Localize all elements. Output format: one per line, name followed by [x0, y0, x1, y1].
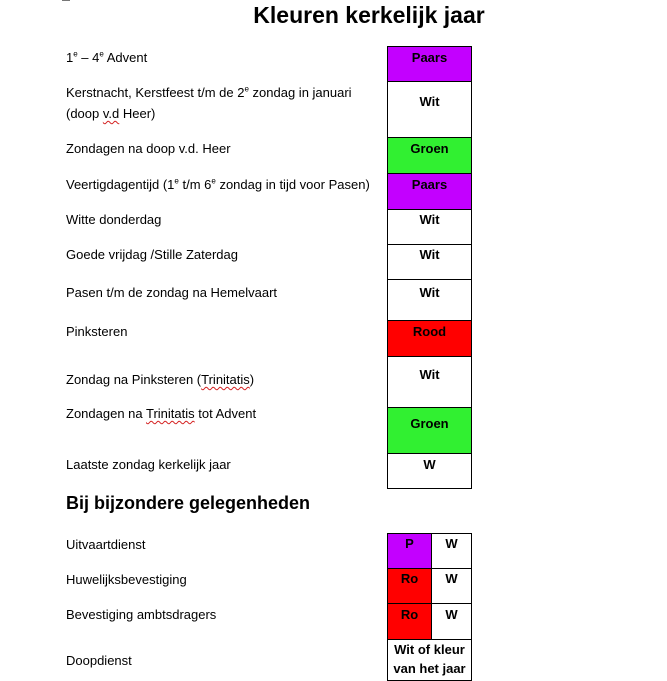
row-label-witte-donderdag: Witte donderdag — [66, 212, 162, 227]
row-label-huwelijksbevestiging: Huwelijksbevestiging — [66, 572, 187, 587]
color-cell-goede-vrijdag: Wit — [387, 244, 472, 280]
row-label-zondag-na-pinksteren: Zondag na Pinksteren (Trinitatis) — [66, 372, 255, 387]
section-heading-special: Bij bijzondere gelegenheden — [66, 493, 311, 513]
color-cell-trinitatis: Groen — [387, 407, 472, 454]
row-label-ambtsdragers: Bevestiging ambtsdragers — [66, 607, 217, 622]
color-cell-huwelijksbevestiging-secondary: W — [431, 568, 472, 604]
color-cell-huwelijksbevestiging-primary: Ro — [387, 568, 432, 604]
color-cell-uitvaartdienst-primary: P — [387, 533, 432, 569]
row-label-kerst: Kerstnacht, Kerstfeest t/m de 2e zondag in januari (doop v.d Heer) — [66, 84, 352, 121]
row-label-trinitatis: Zondagen na Trinitatis tot Advent — [66, 406, 257, 421]
color-cell-kerst: Wit — [387, 81, 472, 138]
color-cell-pasen: Wit — [387, 279, 472, 321]
color-cell-pinksteren: Rood — [387, 320, 472, 357]
row-label-pinksteren: Pinksteren — [66, 324, 128, 339]
row-label-veertigdagentijd: Veertigdagentijd (1e t/m 6e zondag in tijd voor Pasen) — [66, 176, 370, 192]
color-cell-veertigdagentijd: Paars — [387, 173, 472, 210]
row-label-uitvaartdienst: Uitvaartdienst — [66, 537, 146, 552]
row-label-pasen: Pasen t/m de zondag na Hemelvaart — [66, 285, 278, 300]
color-cell-advent: Paars — [387, 46, 472, 82]
color-cell-doopdienst: Wit of kleur van het jaar — [387, 639, 472, 681]
color-cell-ambtsdragers-secondary: W — [431, 603, 472, 640]
row-label-goede-vrijdag: Goede vrijdag /Stille Zaterdag — [66, 247, 238, 262]
row-label-doopdienst: Doopdienst — [66, 653, 132, 668]
color-cell-witte-donderdag: Wit — [387, 209, 472, 245]
color-cell-uitvaartdienst-secondary: W — [431, 533, 472, 569]
row-label-advent: 1e – 4e Advent — [66, 49, 148, 65]
page-title: Kleuren kerkelijk jaar — [253, 2, 485, 28]
row-label-doop-heer: Zondagen na doop v.d. Heer — [66, 141, 231, 156]
color-cell-laatste-zondag: W — [387, 453, 472, 489]
color-cell-zondag-na-pinksteren: Wit — [387, 356, 472, 408]
row-label-laatste-zondag: Laatste zondag kerkelijk jaar — [66, 457, 231, 472]
color-cell-ambtsdragers-primary: Ro — [387, 603, 432, 640]
color-cell-doop-heer: Groen — [387, 137, 472, 174]
